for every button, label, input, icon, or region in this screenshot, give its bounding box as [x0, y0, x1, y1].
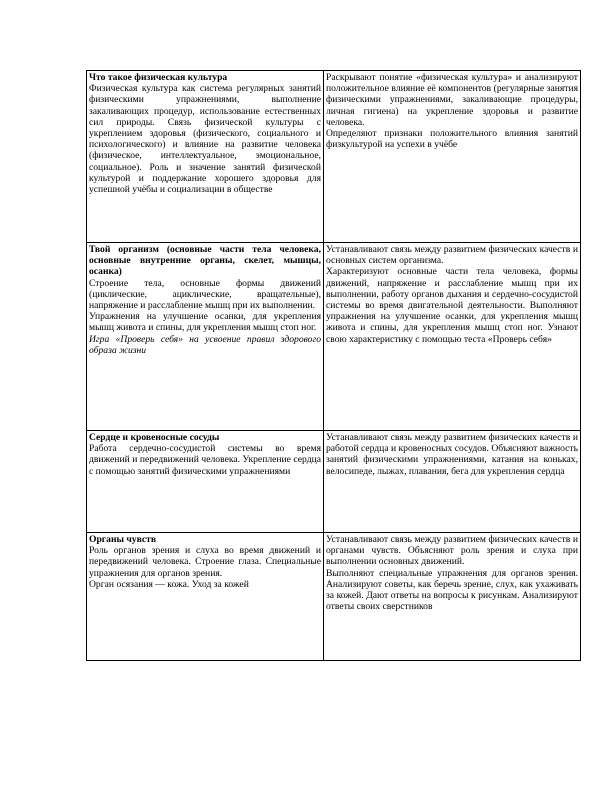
topic-cell: [87, 431, 324, 533]
topic-title: Органы чувств: [89, 534, 157, 545]
table-row: [87, 71, 581, 243]
table-row: [87, 243, 581, 431]
activity-text: Раскрывают понятие «физическая культура» и анализируют положительное влияние её компонентов (регулярные занятия физическими упражнениями, закаливающие процедуры, личная гигиена) на укрепление здоровья и развитие человека.: [326, 72, 578, 128]
activity-text: Характеризуют основные части тела человека, формы движений, напряжение и расслабление мышц при их выполнении, работу органов дыхания и сердечно-сосудистой системы во время двигательной деятельности. Выполняют упражнения на улучшение осанки, для укрепления мышц живота и спины, для укрепления мышц стоп ног. Узнают свою характеристику с помощью теста «Проверь себя»: [326, 266, 578, 345]
topic-content: Работа сердечно-сосудистой системы во время движений и передвижений человека. Укрепление сердца с помощью занятий физическими упражнениями: [89, 443, 321, 477]
activity-text: Устанавливают связь между развитием физических качеств и органами чувств. Объясняют роль зрения и слуха при выполнении основных движений.: [326, 534, 578, 568]
activity-text: Выполняют специальные упражнения для органов зрения. Анализируют советы, как беречь зрение, слух, как ухаживать за кожей. Дают ответы на вопросы к рисункам. Анализируют ответы своих сверстников: [326, 567, 578, 613]
topic-title: Что такое физическая культура: [89, 72, 228, 83]
topic-content: Роль органов зрения и слуха во время движений и передвижений человека. Строение глаза. Специальные упражнения для органов зрения.: [89, 545, 321, 579]
topic-title: Твой организм (основные части тела человека, основные внутренние органы, скелет, мышцы, осанка): [89, 244, 321, 278]
topic-cell: [87, 71, 324, 243]
activity-cell: [324, 533, 581, 661]
topic-cell: [87, 243, 324, 431]
table-row: [87, 431, 581, 533]
table-row: [87, 533, 581, 661]
activity-cell: [324, 243, 581, 431]
activity-cell: [324, 71, 581, 243]
topic-content: Упражнения на улучшение осанки, для укрепления мышц живота и спины, для укрепления мышц стоп ног.: [89, 311, 321, 334]
topic-title: Сердце и кровеносные сосуды: [89, 432, 220, 443]
activity-cell: [324, 431, 581, 533]
activity-text: Устанавливают связь между развитием физических качеств и основных систем организма.: [326, 244, 578, 267]
curriculum-table: [86, 70, 581, 661]
topic-game-note: Игра «Проверь себя» на усвоение правил здорового образа жизни: [89, 333, 321, 356]
activity-text: Определяют признаки положительного влияния занятий физкультурой на успехи в учёбе: [326, 128, 578, 151]
topic-content: Строение тела, основные формы движений (циклические, ациклические, вращательные), напряжение и расслабление мышц при их выполнении.: [89, 277, 321, 312]
topic-cell: [87, 533, 324, 661]
topic-content: Физическая культура как система регулярных занятий физическими упражнениями, выполнение закаливающих процедур, использование естественных сил природы. Связь физической культуры с укреплением здоровья (физического, социального и психологического) и влияние на развитие человека (физическое, интеллектуальное, эмоциональное, социальное). Роль и значение занятий физической культурой и поддержание хорошего здоровья для успешной учёбы и социализации в обществе: [89, 83, 321, 196]
activity-text: Устанавливают связь между развитием физических качеств и работой сердца и кровеносных сосудов. Объясняют важность занятий физическими упражнениями, катания на коньках, велосипеде, лыжах, плавания, бега для укрепления сердца: [326, 432, 578, 477]
topic-content: Орган осязания — кожа. Уход за кожей: [89, 578, 249, 590]
